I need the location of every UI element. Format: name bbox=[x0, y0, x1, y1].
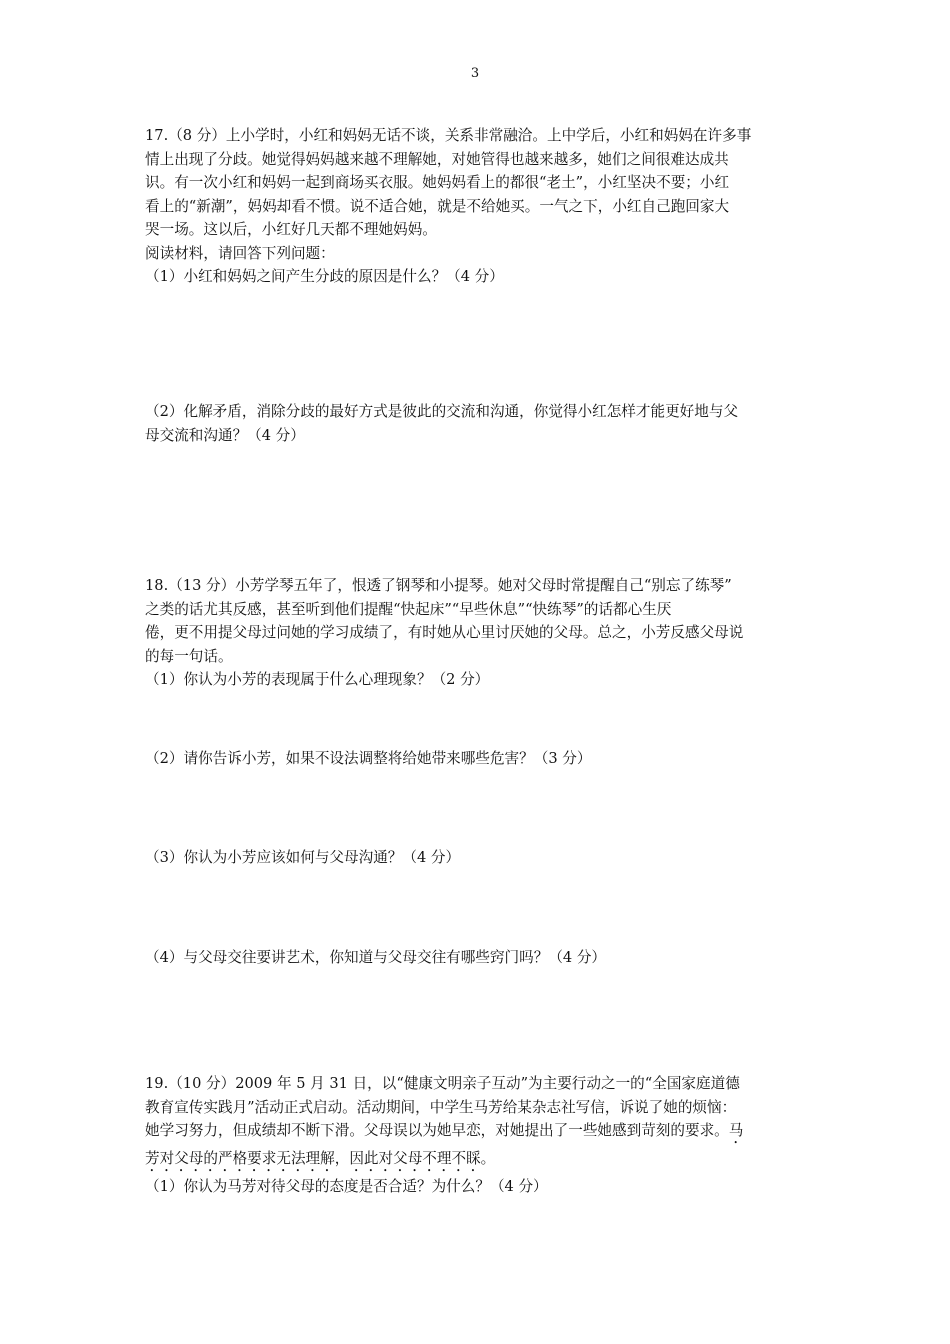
question-19-sub-1: （1）你认为马芳对待父母的态度是否合适？为什么？（4 分） bbox=[145, 1178, 548, 1195]
emphasized-text: 马 bbox=[728, 1122, 744, 1139]
text-line: （4）与父母交往要讲艺术，你知道与父母交往有哪些窍门吗？（4 分） bbox=[145, 949, 607, 966]
text-line: （2）请你告诉小芳，如果不设法调整将给她带来哪些危害？（3 分） bbox=[145, 750, 592, 767]
text-line: 哭一场。这以后，小红好几天都不理她妈妈。 bbox=[145, 221, 437, 238]
text-line: 19.（10 分）2009 年 5 月 31 日，以“健康文明亲子互动”为主要行动之一的“全国家庭道德 bbox=[145, 1075, 740, 1092]
text-segment: 她学习努力，但成绩却不断下滑。父母误以为她早恋，对她提出了一些她感到苛刻的要求。 bbox=[145, 1122, 729, 1139]
text-line: 17.（8 分）上小学时，小红和妈妈无话不谈，关系非常融洽。上中学后，小红和妈妈在许多事 bbox=[145, 127, 752, 144]
question-19-stem bbox=[145, 1072, 810, 1199]
text-line: 之类的话尤其反感，甚至听到他们提醒“快起床”“早些休息”“快练琴”的话都心生厌 bbox=[145, 600, 672, 618]
text-line: 教育宣传实践月”活动正式启动。活动期间，中学生马芳给某杂志社写信，诉说了她的烦恼： bbox=[145, 1098, 737, 1116]
text-line: 的每一句话。 bbox=[145, 647, 233, 665]
page-number: 3 bbox=[470, 66, 480, 81]
text-line: 倦，更不用提父母过问她的学习成绩了，有时她从心里讨厌她的父母。总之，小芳反感父母说 bbox=[145, 624, 744, 641]
question-17-sub-2 bbox=[145, 400, 810, 447]
text-segment: 。 bbox=[480, 1150, 496, 1167]
emphasized-text: 芳对父母的严格要求无法理解，因此对父母不理不睬 bbox=[145, 1150, 481, 1167]
question-18-sub-2 bbox=[145, 747, 810, 771]
text-line: 阅读材料，请回答下列问题： bbox=[145, 244, 335, 262]
text-line: （3）你认为小芳应该如何与父母沟通？（4 分） bbox=[145, 849, 461, 866]
text-line: （2）化解矛盾，消除分歧的最好方式是彼此的交流和沟通，你觉得小红怎样才能更好地与父 bbox=[145, 403, 739, 420]
question-18-stem bbox=[145, 574, 810, 692]
question-18-sub-4 bbox=[145, 946, 810, 970]
text-line: 识。有一次小红和妈妈一起到商场买衣服。她妈妈看上的都很“老土”，小红坚决不要；小红 bbox=[145, 174, 730, 191]
text-line bbox=[145, 1147, 810, 1175]
text-line: 情上出现了分歧。她觉得妈妈越来越不理解她，对她管得也越来越多，她们之间很难达成共 bbox=[145, 150, 729, 168]
text-line: 母交流和沟通？（4 分） bbox=[145, 426, 305, 444]
question-17-stem bbox=[145, 124, 810, 289]
text-line: 18.（13 分）小芳学琴五年了，恨透了钢琴和小提琴。她对父母时常提醒自己“别忘了练琴” bbox=[145, 577, 732, 594]
text-line bbox=[145, 1119, 810, 1147]
question-17-sub-1: （1）小红和妈妈之间产生分歧的原因是什么？（4 分） bbox=[145, 268, 504, 285]
text-line: 看上的“新潮”，妈妈却看不惯。说不适合她，就是不给她买。一气之下，小红自己跑回家大 bbox=[145, 197, 730, 215]
question-18-sub-1: （1）你认为小芳的表现属于什么心理现象？（2 分） bbox=[145, 671, 490, 688]
question-18-sub-3 bbox=[145, 846, 810, 870]
